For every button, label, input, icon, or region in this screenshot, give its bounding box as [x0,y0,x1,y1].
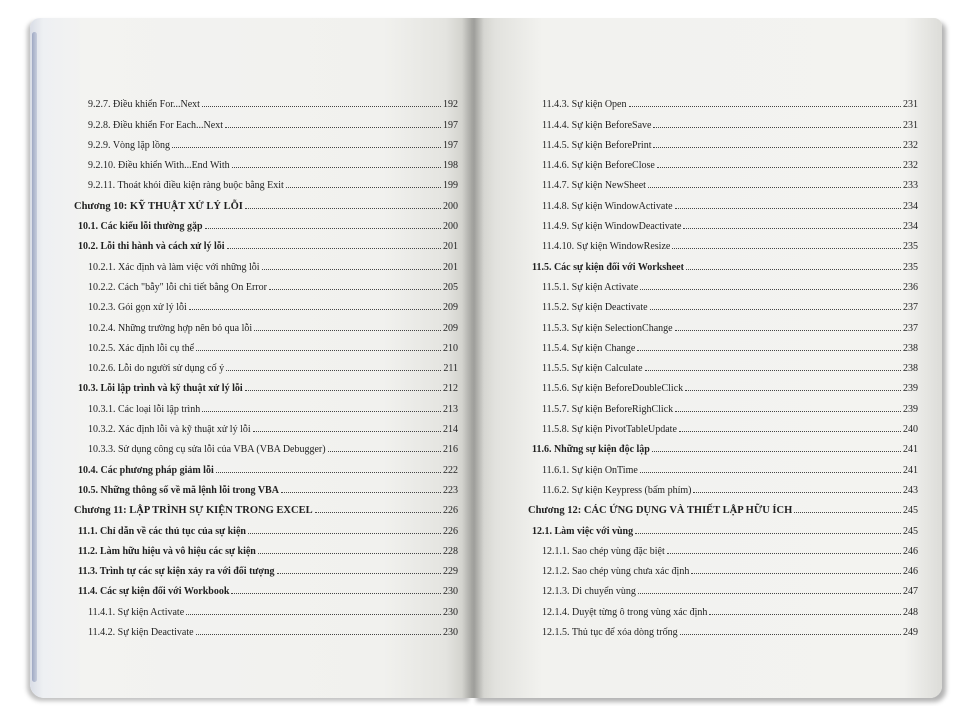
right-page [472,18,942,698]
toc-entry [528,293,918,313]
toc-dot-leader [686,268,901,270]
toc-dot-leader [657,166,901,168]
toc-dot-leader [794,511,901,513]
toc-entry-title: 10.3.3. Sử dụng công cụ sửa lỗi của VBA (VBA Debugger) [88,444,326,456]
toc-dot-leader [202,410,441,412]
toc-entry-page-number: 230 [443,627,458,639]
toc-entry-title: 11.4.3. Sự kiện Open [542,99,627,111]
toc-entry-title: 10.2.2. Cách "bẫy" lỗi chi tiết bằng On Error [88,281,267,293]
toc-entry-page-number: 205 [443,281,458,293]
toc-entry [74,415,458,435]
toc-entry-title: 11.4.6. Sự kiện BeforeClose [542,160,655,172]
toc-dot-leader [640,288,901,290]
toc-dot-leader [172,146,441,148]
toc-entry [528,597,918,617]
toc-entry-title: 11.4. Các sự kiện đối với Workbook [78,586,230,598]
toc-entry [528,171,918,191]
toc-dot-leader [254,329,441,331]
toc-dot-leader [675,329,901,331]
toc-dot-leader [225,126,441,128]
toc-entry-page-number: 210 [443,342,458,354]
toc-dot-leader [196,349,441,351]
toc-dot-leader [683,227,901,229]
toc-entry [74,232,458,252]
toc-entry-page-number: 239 [903,403,918,415]
toc-entry [74,273,458,293]
toc-entry-title: 11.4.2. Sự kiện Deactivate [88,627,194,639]
toc-entry [74,293,458,313]
toc-entry-page-number: 199 [443,180,458,192]
toc-dot-leader [638,592,901,594]
toc-entry-title: Chương 12: CÁC ỨNG DỤNG VÀ THIẾT LẬP HỮU ÍCH [528,505,793,517]
toc-entry-page-number: 232 [903,160,918,172]
toc-dot-leader [281,491,441,493]
toc-entry [74,191,458,211]
toc-entry-title: 10.2.1. Xác định và làm việc với những lỗi [88,261,260,273]
toc-entry-page-number: 209 [443,322,458,334]
toc-entry [528,273,918,293]
toc-entry [528,577,918,597]
toc-entry-title: 10.2.5. Xác định lỗi cụ thể [88,342,195,354]
toc-dot-leader [645,369,901,371]
toc-dot-leader [691,572,901,574]
toc-dot-leader [685,389,901,391]
toc-dot-leader [667,552,901,554]
page-edge-stripe [32,32,37,682]
toc-entry [528,232,918,252]
toc-entry-title: Chương 11: LẬP TRÌNH SỰ KIỆN TRONG EXCEL [74,505,313,517]
toc-entry-title: 11.4.7. Sự kiện NewSheet [542,180,646,192]
toc-entry [74,151,458,171]
toc-dot-leader [653,146,901,148]
toc-entry [528,415,918,435]
toc-entry-title: 10.3.2. Xác định lỗi và kỹ thuật xử lý lỗi [88,424,251,436]
toc-entry [528,191,918,211]
toc-entry [74,374,458,394]
toc-entry-page-number: 234 [903,221,918,233]
toc-dot-leader [680,633,901,635]
toc-dot-leader [635,532,901,534]
toc-entry [528,252,918,272]
toc-entry-title: 11.4.5. Sự kiện BeforePrint [542,139,652,151]
toc-dot-leader [637,349,901,351]
toc-entry-page-number: 226 [443,525,458,537]
toc-dot-leader [216,471,441,473]
toc-entry [74,334,458,354]
toc-entry [74,90,458,110]
toc-entry-title: 9.2.9. Vòng lặp lồng [88,139,171,151]
toc-entry-title: 10.2.3. Gói gọn xử lý lỗi [88,302,187,314]
toc-entry [528,354,918,374]
toc-entry [528,557,918,577]
toc-entry [528,394,918,414]
toc-entry-page-number: 231 [903,119,918,131]
toc-entry-page-number: 249 [903,627,918,639]
toc-entry [528,90,918,110]
toc-entry-page-number: 238 [903,342,918,354]
toc-entry-page-number: 214 [443,424,458,436]
toc-entry-page-number: 247 [903,586,918,598]
toc-entry-title: 12.1. Làm việc với vùng [532,525,634,537]
toc-entry [74,455,458,475]
toc-entry-page-number: 243 [903,484,918,496]
toc-entry-page-number: 236 [903,281,918,293]
toc-entry-page-number: 239 [903,383,918,395]
toc-dot-leader [675,410,901,412]
toc-entry-title: 12.1.5. Thủ tục để xóa dòng trống [542,627,678,639]
toc-dot-leader [205,227,441,229]
toc-entry [528,374,918,394]
toc-entry [74,394,458,414]
toc-dot-leader [679,430,901,432]
toc-dot-leader [202,105,441,107]
toc-dot-leader [245,207,441,209]
toc-dot-leader [262,268,441,270]
toc-entry [74,252,458,272]
toc-entry-page-number: 245 [903,525,918,537]
toc-entry [528,110,918,130]
toc-entry-title: 9.2.8. Điều khiển For Each...Next [88,119,223,131]
toc-entry [528,334,918,354]
toc-entry-page-number: 200 [443,200,458,212]
toc-dot-leader [693,491,901,493]
toc-entry [74,597,458,617]
toc-entry-title: 11.5.6. Sự kiện BeforeDoubleClick [542,383,684,395]
toc-dot-leader [269,288,441,290]
toc-dot-leader [650,308,901,310]
toc-dot-leader [277,572,442,574]
toc-entry [74,354,458,374]
toc-entry-page-number: 235 [903,241,918,253]
toc-entry [528,313,918,333]
toc-entry-title: Chương 10: KỸ THUẬT XỬ LÝ LỖI [74,200,243,212]
toc-entry-page-number: 230 [443,586,458,598]
toc-entry-page-number: 197 [443,119,458,131]
toc-entry-page-number: 231 [903,99,918,111]
toc-entry-page-number: 216 [443,444,458,456]
toc-entry-page-number: 234 [903,200,918,212]
toc-entry-title: 11.5.3. Sự kiện SelectionChange [542,322,673,334]
toc-entry [74,171,458,191]
toc-entry-page-number: 200 [443,221,458,233]
toc-entry-page-number: 240 [903,424,918,436]
toc-entry-page-number: 209 [443,302,458,314]
toc-entry [74,516,458,536]
toc-entry [74,131,458,151]
toc-entry [528,618,918,638]
toc-dot-leader [226,369,441,371]
toc-entry-page-number: 230 [443,606,458,618]
toc-entry [528,496,918,516]
toc-entry-page-number: 246 [903,545,918,557]
toc-dot-leader [258,552,441,554]
right-toc [528,90,918,638]
toc-dot-leader [672,247,901,249]
toc-entry-title: 10.1. Các kiểu lỗi thường gặp [78,221,203,233]
toc-entry-page-number: 226 [443,505,458,517]
toc-dot-leader [245,389,441,391]
toc-entry-title: 11.6.1. Sự kiện OnTime [542,464,638,476]
toc-dot-leader [227,247,441,249]
toc-dot-leader [652,450,901,452]
toc-dot-leader [315,511,441,513]
toc-entry [528,537,918,557]
toc-entry-page-number: 192 [443,99,458,111]
toc-entry [74,435,458,455]
toc-entry-page-number: 241 [903,444,918,456]
toc-entry [528,151,918,171]
toc-entry-page-number: 235 [903,261,918,273]
toc-entry-page-number: 212 [443,383,458,395]
toc-entry-title: 11.5.2. Sự kiện Deactivate [542,302,648,314]
toc-entry-title: 10.2.6. Lỗi do người sử dụng cố ý [88,363,225,375]
toc-entry-page-number: 229 [443,566,458,578]
toc-entry [74,618,458,638]
left-toc [74,90,458,638]
toc-entry-title: 11.6. Những sự kiện độc lập [532,444,650,456]
toc-entry-page-number: 198 [443,160,458,172]
toc-entry-title: 12.1.3. Di chuyển vùng [542,586,636,598]
toc-entry-title: 12.1.4. Duyệt từng ô trong vùng xác định [542,606,708,618]
toc-entry-title: 11.1. Chỉ dẫn về các thủ tục của sự kiện [78,525,246,537]
toc-dot-leader [629,105,902,107]
toc-entry [74,496,458,516]
toc-entry-title: 10.3. Lỗi lập trình và kỹ thuật xử lý lỗi [78,383,243,395]
toc-entry-title: 11.3. Trình tự các sự kiện xảy ra với đối tượng [78,566,275,578]
toc-entry-page-number: 238 [903,363,918,375]
toc-entry [528,131,918,151]
toc-dot-leader [253,430,441,432]
toc-entry-page-number: 201 [443,241,458,253]
toc-dot-leader [286,186,441,188]
toc-entry [528,212,918,232]
toc-entry-title: 11.4.4. Sự kiện BeforeSave [542,119,652,131]
toc-entry-title: 11.5.1. Sự kiện Activate [542,281,639,293]
toc-dot-leader [248,532,441,534]
toc-entry-title: 11.4.10. Sự kiện WindowResize [542,241,671,253]
toc-entry-title: 11.5.8. Sự kiện PivotTableUpdate [542,424,677,436]
toc-entry-page-number: 213 [443,403,458,415]
toc-entry-page-number: 237 [903,322,918,334]
toc-entry-title: 12.1.2. Sao chép vùng chưa xác định [542,566,690,578]
toc-entry-page-number: 241 [903,464,918,476]
toc-entry-page-number: 237 [903,302,918,314]
toc-entry-page-number: 232 [903,139,918,151]
toc-entry [528,516,918,536]
toc-entry-title: 11.5. Các sự kiện đối với Worksheet [532,261,684,273]
toc-entry-page-number: 201 [443,261,458,273]
toc-dot-leader [653,126,901,128]
toc-entry [74,212,458,232]
toc-entry-page-number: 211 [443,363,458,375]
toc-entry-title: 12.1.1. Sao chép vùng đặc biệt [542,545,665,557]
toc-entry-title: 9.2.10. Điều khiển With...End With [88,160,230,172]
toc-entry-page-number: 222 [443,464,458,476]
toc-entry-title: 11.4.1. Sự kiện Activate [88,606,185,618]
toc-dot-leader [196,633,441,635]
toc-entry-page-number: 233 [903,180,918,192]
toc-entry-page-number: 223 [443,484,458,496]
toc-entry-title: 11.4.8. Sự kiện WindowActivate [542,200,673,212]
toc-dot-leader [231,592,441,594]
toc-entry-title: 11.2. Làm hữu hiệu và vô hiệu các sự kiện [78,545,256,557]
toc-entry-title: 9.2.7. Điều khiển For...Next [88,99,200,111]
toc-dot-leader [709,613,901,615]
toc-entry-title: 10.2. Lỗi thi hành và cách xử lý lỗi [78,241,225,253]
toc-entry-title: 9.2.11. Thoát khỏi điều kiện ràng buộc bằng Exit [88,180,284,192]
toc-entry-title: 10.2.4. Những trường hợp nên bỏ qua lỗi [88,322,253,334]
toc-entry [528,455,918,475]
toc-entry-page-number: 246 [903,566,918,578]
toc-entry-title: 11.5.5. Sự kiện Calculate [542,363,643,375]
toc-entry-title: 11.5.4. Sự kiện Change [542,342,636,354]
toc-dot-leader [640,471,901,473]
toc-entry [74,476,458,496]
left-page [30,18,472,698]
toc-dot-leader [648,186,901,188]
toc-entry [74,537,458,557]
open-book [30,18,942,698]
toc-entry [74,110,458,130]
toc-entry-page-number: 228 [443,545,458,557]
toc-entry [528,435,918,455]
toc-entry-title: 10.5. Những thông số về mã lệnh lỗi trong VBA [78,484,279,496]
toc-dot-leader [328,450,441,452]
toc-entry [528,476,918,496]
toc-entry [74,577,458,597]
toc-entry-title: 10.4. Các phương pháp giảm lỗi [78,464,214,476]
toc-entry-page-number: 245 [903,505,918,517]
toc-entry-title: 10.3.1. Các loại lỗi lập trình [88,403,201,415]
toc-entry-title: 11.5.7. Sự kiện BeforeRighClick [542,403,674,415]
toc-dot-leader [232,166,441,168]
toc-entry-page-number: 197 [443,139,458,151]
toc-dot-leader [189,308,441,310]
toc-entry-title: 11.4.9. Sự kiện WindowDeactivate [542,221,682,233]
toc-entry [74,557,458,577]
toc-entry [74,313,458,333]
toc-entry-title: 11.6.2. Sự kiện Keypress (bấm phím) [542,484,692,496]
toc-dot-leader [675,207,901,209]
toc-entry-page-number: 248 [903,606,918,618]
toc-dot-leader [186,613,441,615]
